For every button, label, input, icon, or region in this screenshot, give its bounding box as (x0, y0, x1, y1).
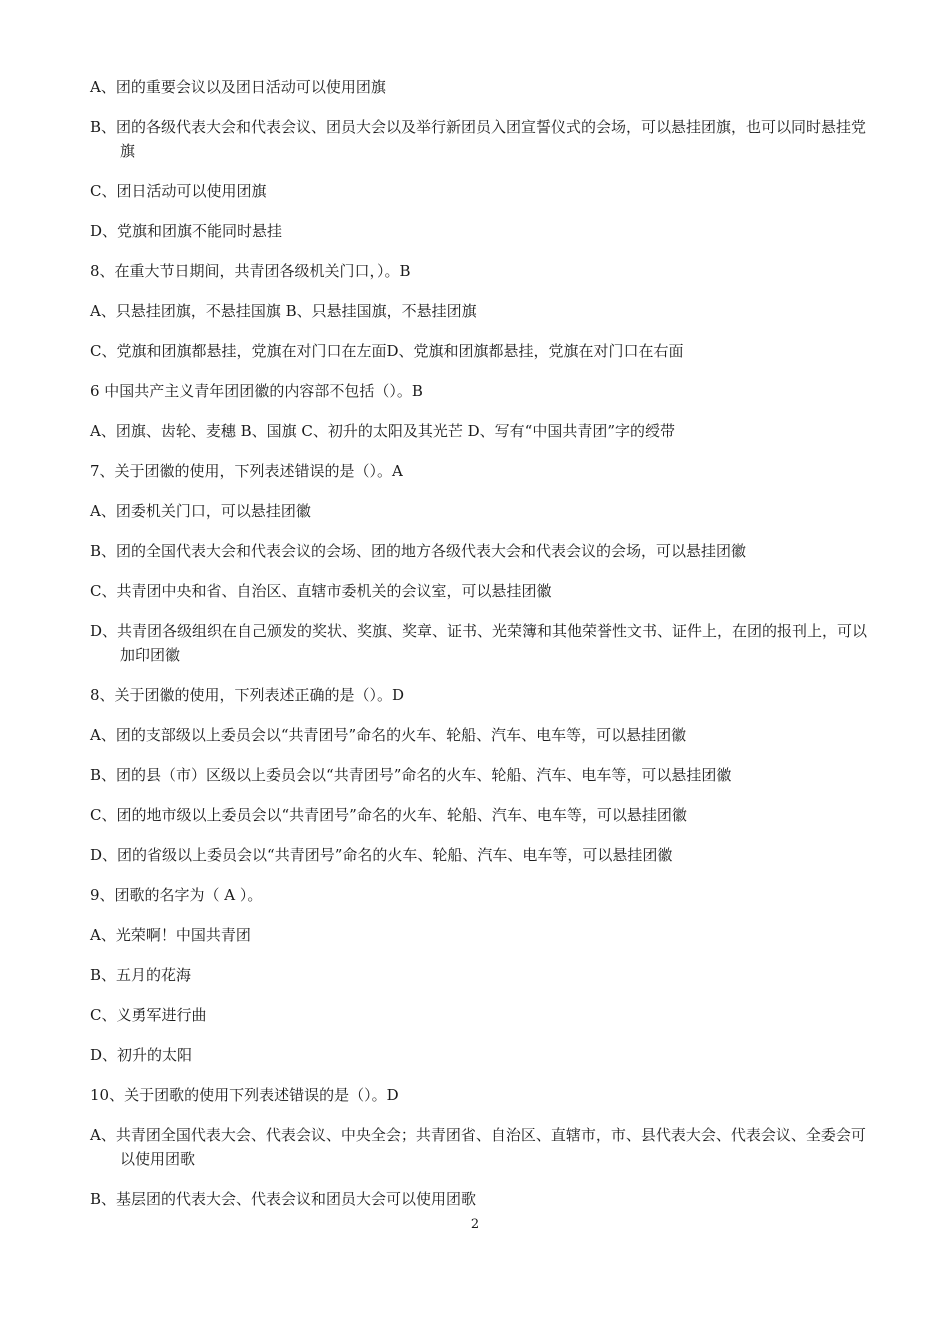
option-line: C、共青团中央和省、自治区、直辖市委机关的会议室，可以悬挂团徽 (90, 582, 552, 600)
option-line-continuation: 加印团徽 (120, 646, 181, 664)
option-line-continuation: 以使用团歌 (120, 1150, 196, 1168)
question-line: 8、关于团徽的使用，下列表述正确的是（）。D (90, 686, 405, 704)
option-line: D、共青团各级组织在自己颁发的奖状、奖旗、奖章、证书、光荣簿和其他荣誉性文书、证件上，在团的报刊上，可以 (90, 622, 868, 640)
question-line: 6 中国共产主义青年团团徽的内容部不包括（）。B (90, 382, 423, 400)
option-line: B、五月的花海 (90, 966, 192, 984)
option-line: A、团的重要会议以及团日活动可以使用团旗 (90, 78, 386, 96)
option-line-continuation: 旗 (120, 142, 136, 160)
option-line: B、团的全国代表大会和代表会议的会场、团的地方各级代表大会和代表会议的会场，可以悬挂团徽 (90, 542, 747, 560)
option-line: C、党旗和团旗都悬挂，党旗在对门口在左面D、党旗和团旗都悬挂，党旗在对门口在右面 (90, 342, 684, 360)
question-line: 8、在重大节日期间，共青团各级机关门口，）。B (90, 262, 411, 280)
option-line: A、共青团全国代表大会、代表会议、中央全会；共青团省、自治区、直辖市，市、县代表大会、代表会议、全委会可 (90, 1126, 866, 1144)
option-line: B、团的县（市）区级以上委员会以“共青团号”命名的火车、轮船、汽车、电车等，可以悬挂团徽 (90, 766, 732, 784)
option-line: C、义勇军进行曲 (90, 1006, 207, 1024)
question-line: 7、关于团徽的使用，下列表述错误的是（）。A (90, 462, 403, 480)
option-line: D、初升的太阳 (90, 1046, 193, 1064)
option-line: B、团的各级代表大会和代表会议、团员大会以及举行新团员入团宣誓仪式的会场，可以悬挂团旗，也可以同时悬挂党 (90, 118, 867, 136)
page-number: 2 (470, 1217, 480, 1232)
option-line: C、团日活动可以使用团旗 (90, 182, 267, 200)
option-line: A、团的支部级以上委员会以“共青团号”命名的火车、轮船、汽车、电车等，可以悬挂团徽 (90, 726, 687, 744)
question-line: 10、关于团歌的使用下列表述错误的是（）。D (90, 1086, 399, 1104)
question-line: 9、团歌的名字为（ A ）。 (90, 886, 263, 904)
option-line: A、团旗、齿轮、麦穗 B、国旗 C、初升的太阳及其光芒 D、写有“中国共青团”字的绶带 (90, 422, 676, 440)
option-line: A、光荣啊！中国共青团 (90, 926, 251, 944)
option-line: C、团的地市级以上委员会以“共青团号”命名的火车、轮船、汽车、电车等，可以悬挂团徽 (90, 806, 687, 824)
option-line: D、团的省级以上委员会以“共青团号”命名的火车、轮船、汽车、电车等，可以悬挂团徽 (90, 846, 673, 864)
option-line: D、党旗和团旗不能同时悬挂 (90, 222, 283, 240)
option-line: A、团委机关门口，可以悬挂团徽 (90, 502, 311, 520)
option-line: A、只悬挂团旗，不悬挂国旗 B、只悬挂国旗，不悬挂团旗 (90, 302, 477, 320)
option-line: B、基层团的代表大会、代表会议和团员大会可以使用团歌 (90, 1190, 477, 1208)
